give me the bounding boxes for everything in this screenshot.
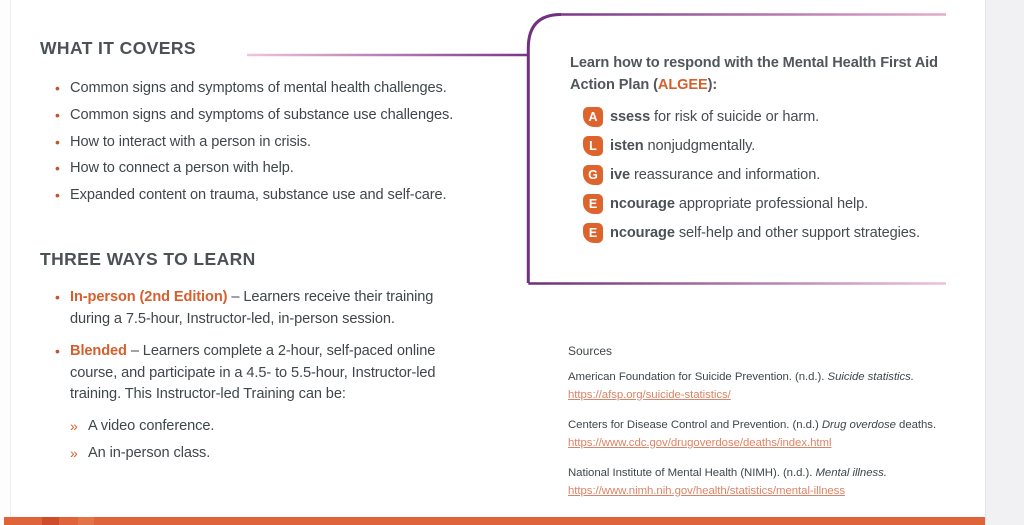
bullet-icon: • (55, 80, 60, 96)
section-title-what-it-covers: WHAT IT COVERS (40, 38, 196, 58)
letter-badge-e-icon: E (583, 194, 603, 214)
bullet-icon: • (55, 187, 60, 204)
bullet-icon: • (55, 289, 60, 305)
algee-rest: self-help and other support strategies. (674, 225, 920, 241)
citation-title-italic: Mental illness. (815, 467, 887, 479)
list-item-text: How to connect a person with help. (70, 160, 294, 177)
list-item-text: Expanded content on trauma, substance use and self-care. (70, 187, 447, 204)
algee-bold: ncourage (610, 225, 675, 241)
list-item-blended (40, 341, 475, 467)
sub-list-item (70, 413, 475, 440)
sources-section (568, 344, 952, 513)
bottom-bar-graphic-block (42, 517, 59, 525)
sub-list-item-text: An in-person class. (88, 444, 211, 461)
list-item-lead: In-person (2nd Edition) (70, 289, 228, 305)
bullet-icon: • (55, 106, 60, 123)
bottom-bar-graphic-block (78, 517, 94, 525)
list-item (40, 102, 480, 129)
covers-list (40, 75, 480, 209)
citation-title-italic: Suicide statistics. (827, 371, 914, 383)
page-right-margin (985, 0, 1024, 525)
bullet-icon: • (55, 343, 60, 360)
list-item-text: – Learners receive their training during a 7.5-hour, Instructor-led, in-person session. (70, 289, 434, 327)
bottom-accent-bar (4, 517, 985, 525)
list-item-lead: Blended (70, 343, 127, 360)
list-item-text: How to interact with a person in crisis. (70, 133, 311, 150)
citation-text: American Foundation for Suicide Prevention. (n.d.). (568, 371, 828, 383)
what-it-covers-section (40, 38, 480, 209)
algee-bold: ncourage (610, 196, 675, 212)
sources-title: Sources (568, 344, 613, 358)
three-ways-to-learn-section (40, 249, 480, 478)
callout-heading (570, 52, 946, 96)
bullet-icon: • (55, 133, 60, 150)
list-item (40, 75, 480, 102)
citation-text: Centers for Disease Control and Prevention. (n.d.) (568, 419, 822, 431)
algee-item-give (583, 165, 946, 185)
letter-badge-a-icon: A (583, 107, 603, 127)
source-citation-afsp (568, 369, 952, 404)
callout-left-border (528, 15, 561, 284)
letter-badge-e-icon: E (583, 223, 603, 243)
citation-title-italic: Drug overdose (821, 419, 896, 431)
source-citation-cdc: Centers for Disease Control and Prevention. (n.d.) Drug overdose deaths. https://www.cdc.gov/drugoverdose/deaths/index.html (568, 419, 937, 449)
training-sub-list (70, 413, 475, 467)
section-title-three-ways: THREE WAYS TO LEARN (40, 249, 256, 269)
ways-list (40, 287, 480, 467)
list-item-text: Common signs and symptoms of substance use challenges. (70, 106, 454, 123)
page-left-edge (0, 0, 11, 525)
list-item (40, 155, 480, 182)
chevron-bullet-icon: » (70, 444, 78, 461)
chevron-bullet-icon: » (70, 417, 78, 434)
bullet-icon: • (55, 160, 60, 177)
list-item-text: Common signs and symptoms of mental health challenges. (70, 80, 447, 96)
algee-bold: ssess (610, 109, 651, 125)
callout-heading-text: Learn how to respond with the Mental Health First Aid Action Plan ( (570, 55, 938, 93)
algee-bold: isten (610, 138, 644, 154)
algee-list (570, 107, 946, 243)
algee-rest: nonjudgmentally. (643, 138, 756, 154)
list-item-in-person (40, 287, 475, 330)
algee-bold: ive (610, 167, 630, 183)
callout-heading-suffix: ): (707, 77, 718, 93)
algee-item-listen (583, 136, 946, 156)
source-link-afsp[interactable]: https://afsp.org/suicide-statistics/ (568, 388, 731, 401)
sub-list-item-text: A video conference. (88, 417, 215, 434)
algee-item-assess (583, 107, 946, 127)
algee-item-encourage-self-help (583, 223, 946, 243)
citation-text: National Institute of Mental Health (NIMH). (n.d.). (568, 467, 816, 479)
list-item (40, 182, 480, 209)
source-citation-nimh (568, 465, 952, 500)
list-item (40, 129, 480, 156)
letter-badge-g-icon: G (583, 165, 603, 185)
source-link-cdc[interactable]: https://www.cdc.gov/drugoverdose/deaths/index.html (568, 436, 832, 449)
algee-item-encourage-professional (583, 194, 946, 214)
algee-callout-box (570, 52, 946, 252)
letter-badge-l-icon: L (583, 136, 603, 156)
sub-list-item (70, 440, 475, 467)
algee-rest: appropriate professional help. (674, 196, 869, 212)
algee-rest: for risk of suicide or harm. (650, 109, 820, 125)
algee-rest: reassurance and information. (630, 167, 821, 183)
algee-acronym: ALGEE (657, 77, 708, 93)
source-link-nimh[interactable]: https://www.nimh.nih.gov/health/statistics/mental-illness (568, 484, 845, 497)
list-item-text: – Learners complete a 2-hour, self-paced online course, and participate in a 4.5- to 5.5-hour, Instructor-led training. This Instructor-led Training can be: (70, 343, 436, 403)
